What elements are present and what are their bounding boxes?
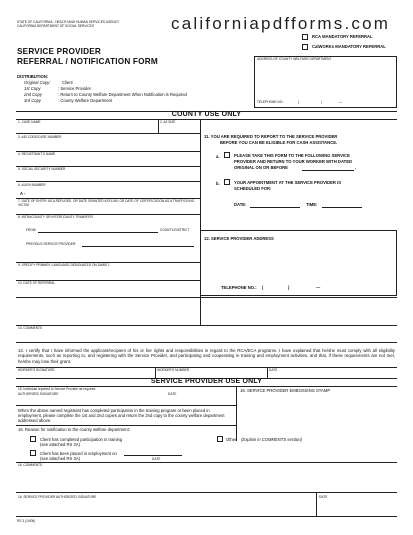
item11b-checkbox[interactable] bbox=[224, 179, 230, 185]
calworks-checkbox[interactable] bbox=[302, 44, 308, 50]
item11a-line-1: PLEASE TAKE THIS FORM TO THE FOLLOWING SERVICE bbox=[234, 153, 350, 158]
county-phone-paren-open: ( bbox=[298, 100, 300, 104]
item11a-line-2: PROVIDER AND RETURN TO YOUR WORKER WITH DATED bbox=[234, 159, 353, 164]
item11-heading-2: BEFORE YOU CAN BE ELIGIBLE FOR CASH ASSISTANCE. bbox=[220, 140, 338, 145]
date-of-referral-label: 10. DATE OF REFERRAL bbox=[18, 281, 56, 285]
alien-number-label: 6. ALIEN NUMBER bbox=[18, 183, 46, 187]
calworks-label: CalWORKs MANDATORY REFERRAL bbox=[312, 44, 386, 49]
dist-copy-0: Original Copy: bbox=[24, 80, 51, 85]
item11b-line-1: YOUR APPOINTMENT AT THE SERVICE PROVIDER IS bbox=[234, 180, 342, 185]
item11a-line-3: ORIGINAL ON OR BEFORE bbox=[234, 165, 288, 170]
other-checkbox[interactable] bbox=[217, 436, 223, 442]
item12-paren-close: ) bbox=[288, 285, 290, 290]
item11a-checkbox[interactable] bbox=[224, 152, 230, 158]
item11-heading-1: 11. YOU ARE REQUIRED TO REPORT TO THE SERVICE PROVIDER bbox=[204, 134, 338, 139]
county-address-label: ADDRESS OF COUNTY WELFARE DEPARTMENT bbox=[257, 57, 332, 61]
worker-date-label: DATE bbox=[269, 368, 278, 372]
other-note: (Explain in COMMENTS section) bbox=[241, 437, 302, 442]
provider-signature-label: 16. SERVICE PROVIDER AUTHORIZED SIGNATURE bbox=[18, 495, 97, 499]
appointment-date-label: DATE: bbox=[234, 202, 247, 207]
dist-copy-3: 3rd Copy bbox=[24, 98, 41, 103]
dist-copy-2: 2nd Copy bbox=[24, 92, 42, 97]
rule bbox=[16, 342, 397, 343]
date-of-entry-label: 7. DATE OF ENTRY AS A REFUGEE, OR DATE GRANTED ASYLUM, OR DATE OF CERTIFICATION AS A TRAFFICKING VICTIM bbox=[18, 199, 195, 207]
county-district-label: COUNTY/DISTRICT bbox=[160, 228, 190, 232]
dist-dest-2: : Return to County Welfare Department When Notification is Required bbox=[58, 92, 187, 97]
rule bbox=[16, 119, 397, 120]
form-number: RS 3 (10/06) bbox=[17, 519, 36, 523]
county-use-header: COUNTY USE ONLY bbox=[171, 111, 242, 118]
rule bbox=[16, 425, 236, 426]
county-telephone-label: TELEPHONE NO.: bbox=[257, 100, 285, 104]
rule bbox=[16, 181, 200, 182]
appointment-time-line[interactable] bbox=[322, 207, 362, 208]
embossing-stamp-label: 18. SERVICE PROVIDER EMBOSSING STAMP bbox=[240, 388, 331, 393]
placed-employment-date-line[interactable] bbox=[124, 455, 182, 456]
appointment-date-line[interactable] bbox=[250, 207, 300, 208]
item12-heading: 12. SERVICE PROVIDER ADDRESS bbox=[204, 236, 274, 241]
rule bbox=[16, 516, 397, 517]
alien-number-prefix: A - bbox=[20, 191, 26, 196]
rca-checkbox[interactable] bbox=[302, 34, 308, 40]
service-provider-use-header: SERVICE PROVIDER USE ONLY bbox=[150, 378, 263, 385]
transfer-from-line[interactable] bbox=[38, 232, 158, 233]
item11b-label: b. bbox=[216, 181, 220, 186]
dist-dest-1: : Service Provider bbox=[58, 86, 92, 91]
item11b-line-2: SCHEDULED FOR: bbox=[234, 186, 272, 191]
comments-16-label: 16. COMMENTS bbox=[18, 463, 43, 467]
rule bbox=[236, 386, 237, 441]
certification-text: 14. I certify that I have informed the applicant/recipient of his or her rights and responsibilities in regard to the RCA/ECA programs. I have explained that he/she must comply with all eligibility requirements, such as reporting to, and registering with the Service Provider, and participating and cooperating in training and employment activities, and that, if these requirements are not met, he/she may lose their grant. bbox=[18, 348, 395, 364]
primary-language-label: 9. SPECIFY PRIMARY LANGUAGE DESIGNATED ON SAWS 1 bbox=[18, 263, 110, 267]
item11a-period: . bbox=[355, 165, 357, 170]
placed-employment-date-label: DATE bbox=[152, 457, 161, 461]
item12-paren-open: ( bbox=[262, 285, 264, 290]
rule bbox=[267, 367, 268, 378]
rule bbox=[158, 119, 159, 133]
item12-telephone-label: TELEPHONE NO.: bbox=[221, 285, 257, 290]
rule bbox=[16, 462, 397, 463]
rule bbox=[16, 297, 397, 298]
dist-dest-3: : County Welfare Department bbox=[58, 98, 113, 103]
item12-dash: — bbox=[316, 285, 321, 290]
rule bbox=[16, 325, 397, 326]
worker-signature-label: WORKER'S SIGNATURE bbox=[18, 368, 55, 372]
watermark: californiapdfforms.com bbox=[171, 14, 391, 33]
item11a-date-line[interactable] bbox=[302, 170, 354, 171]
completed-training-line-2: (see attached RS 3A) bbox=[40, 442, 81, 447]
rule bbox=[16, 492, 397, 493]
rule bbox=[16, 405, 236, 406]
form-title-line-1: SERVICE PROVIDER bbox=[17, 47, 102, 56]
item11a-label: a. bbox=[216, 154, 220, 159]
rule bbox=[316, 492, 317, 516]
authorized-signature-label: AUTHORIZED SIGNATURE bbox=[18, 392, 59, 396]
worker-number-label: WORKER'S NUMBER bbox=[157, 368, 190, 372]
item15-date-label: DATE bbox=[168, 392, 177, 396]
agency-line-1: STATE OF CALIFORNIA - HEALTH AND HUMAN SERVICES AGENCY bbox=[17, 20, 120, 24]
aid-code-label: 3. AID CODE/CASE NUMBER bbox=[18, 135, 62, 139]
item16-label: 16. Reason for notification to the county welfare department: bbox=[18, 427, 130, 432]
county-phone-dash: — bbox=[339, 100, 343, 104]
appointment-time-label: TIME: bbox=[306, 202, 318, 207]
ai-size-label: 2. A/I SIZE bbox=[160, 120, 176, 124]
completed-training-line-1: Client has completed participation in training bbox=[40, 437, 123, 442]
placed-employment-checkbox[interactable] bbox=[30, 450, 36, 456]
agency-line-2: CALIFORNIA DEPARTMENT OF SOCIAL SERVICES bbox=[17, 24, 94, 28]
item15-label: 15. Individual reported to Service Provider as required. bbox=[18, 387, 97, 391]
case-name-label: 1. CASE NAME bbox=[18, 120, 41, 124]
placed-employment-line-2: (see attached RS 3A) bbox=[40, 456, 81, 461]
rule bbox=[16, 133, 200, 134]
previous-provider-line[interactable] bbox=[82, 246, 194, 247]
provider-signature-date-label: DATE bbox=[319, 495, 328, 499]
rca-label: RCA MANDATORY REFERRAL bbox=[312, 34, 373, 39]
transfer-from-label: FROM: bbox=[26, 228, 37, 232]
item15-instructions: When the above named registrant has completed participation in the training program or been placed in employment, please complete the 1st and 2nd copies and return the 2nd copy to the county welfare department addressed above. bbox=[18, 408, 225, 423]
rule bbox=[16, 367, 397, 368]
dist-copy-1: 1st Copy bbox=[24, 86, 41, 91]
rule bbox=[155, 367, 156, 378]
registrant-name-label: 4. REGISTRANT'S NAME bbox=[18, 152, 56, 156]
other-label: Other bbox=[226, 437, 237, 442]
completed-training-checkbox[interactable] bbox=[30, 436, 36, 442]
dist-dest-0: Client bbox=[62, 80, 73, 85]
comments-13-label: 13. COMMENTS bbox=[18, 326, 43, 330]
form-title-line-2: REFERRAL / NOTIFICATION FORM bbox=[17, 57, 158, 66]
distribution-heading: DISTRIBUTION: bbox=[17, 74, 49, 79]
placed-employment-line-1: Client has been placed in employment on bbox=[40, 451, 117, 456]
previous-provider-label: PREVIOUS SERVICE PROVIDER: bbox=[26, 242, 77, 246]
ssn-label: 5. SOCIAL SECURITY NUMBER bbox=[18, 167, 66, 171]
transfer-label: 8. INTRACOUNTY OR INTERCOUNTY TRANSFER bbox=[18, 215, 93, 219]
county-phone-paren-close: ) bbox=[321, 100, 323, 104]
